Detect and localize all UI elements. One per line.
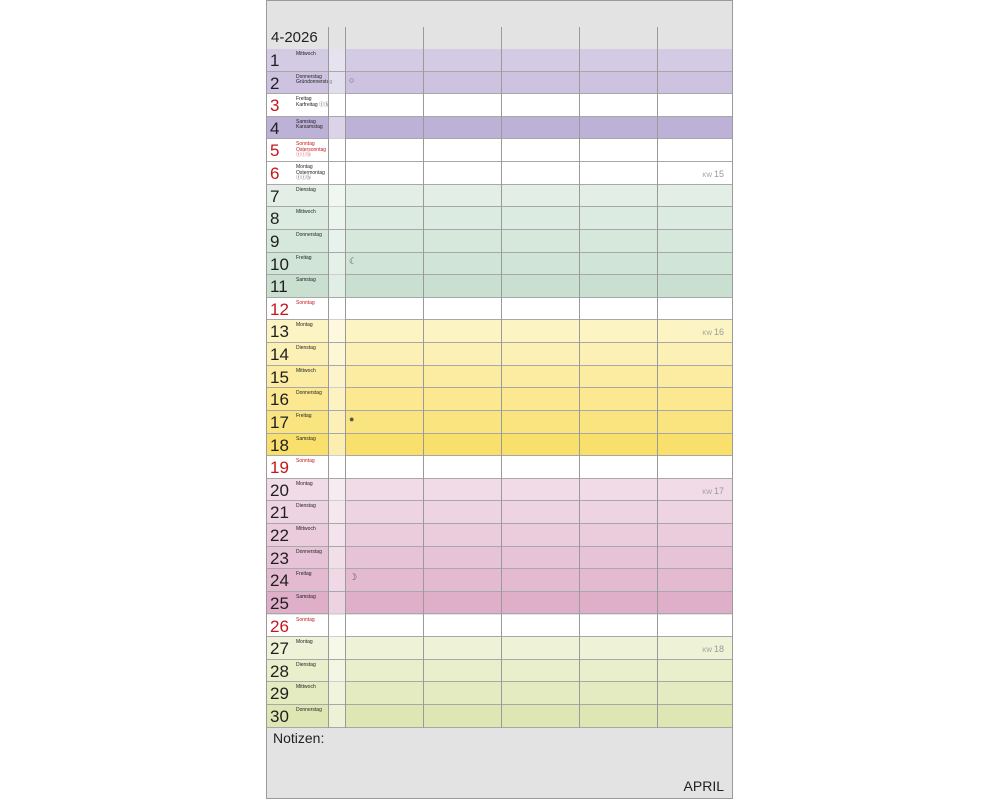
day-name-line: Montag xyxy=(296,639,313,646)
day-name xyxy=(296,663,316,669)
marker-cell xyxy=(328,524,345,546)
marker-cell xyxy=(328,411,345,433)
day-name-line: Mittwoch xyxy=(296,209,316,216)
day-cell xyxy=(267,434,328,456)
day-name xyxy=(296,369,316,375)
week-number xyxy=(702,169,724,179)
day-row[interactable] xyxy=(267,388,732,411)
day-row[interactable] xyxy=(267,343,732,366)
day-number: 29 xyxy=(270,684,289,704)
day-name xyxy=(296,527,316,533)
marker-cell xyxy=(328,320,345,342)
week-number xyxy=(702,486,724,496)
day-name xyxy=(296,323,313,329)
day-cell xyxy=(267,320,328,342)
day-row[interactable] xyxy=(267,705,732,728)
day-row[interactable] xyxy=(267,139,732,162)
header-row xyxy=(267,27,732,50)
calendar-planner xyxy=(266,0,733,799)
marker-cell xyxy=(328,434,345,456)
header-column-divider xyxy=(328,27,329,49)
day-name-line: Gründonnerstag xyxy=(296,79,333,86)
day-name xyxy=(296,165,325,182)
day-name-line: Donnerstag xyxy=(296,73,322,80)
day-number: 8 xyxy=(270,209,280,229)
day-name-line: ⓕⓘⓗ xyxy=(296,175,312,182)
day-name xyxy=(296,301,315,307)
marker-cell xyxy=(328,49,345,71)
marker-cell xyxy=(328,501,345,523)
day-name-line: Montag xyxy=(296,164,313,171)
day-number: 12 xyxy=(270,299,289,319)
day-name xyxy=(296,233,322,239)
day-name xyxy=(296,142,326,159)
day-name xyxy=(296,504,316,510)
day-cell xyxy=(267,117,328,139)
day-name-line: Karfreitag ⓕⓗ xyxy=(296,101,330,108)
day-name-line: Dienstag xyxy=(296,503,316,510)
marker-cell xyxy=(328,117,345,139)
day-name xyxy=(296,120,323,131)
day-name xyxy=(296,278,316,284)
day-cell xyxy=(267,411,328,433)
day-row[interactable] xyxy=(267,72,732,95)
day-name-line: Freitag xyxy=(296,412,312,419)
day-cell xyxy=(267,343,328,365)
day-name xyxy=(296,708,322,714)
day-number: 13 xyxy=(270,322,289,342)
day-name-line: Freitag xyxy=(296,254,312,261)
week-value: 15 xyxy=(713,169,724,180)
day-number: 23 xyxy=(270,548,289,568)
header-column-divider xyxy=(423,27,424,49)
column-divider xyxy=(328,49,329,728)
day-number: 17 xyxy=(270,412,289,432)
column-divider xyxy=(423,49,424,728)
day-row[interactable] xyxy=(267,117,732,140)
week-prefix: KW xyxy=(702,173,712,180)
week-prefix: KW xyxy=(702,489,712,496)
day-row[interactable] xyxy=(267,434,732,457)
week-value: 18 xyxy=(713,644,724,655)
day-number: 20 xyxy=(270,480,289,500)
day-number: 10 xyxy=(270,254,289,274)
day-name-line: Samstag xyxy=(296,593,316,600)
day-name-line: Sonntag xyxy=(296,141,315,148)
marker-cell xyxy=(328,139,345,161)
day-name-line: Sonntag xyxy=(296,616,315,623)
day-name xyxy=(296,685,316,691)
day-cell xyxy=(267,388,328,410)
marker-cell xyxy=(328,479,345,501)
day-number: 25 xyxy=(270,593,289,613)
day-name-line: Karsamstag xyxy=(296,124,323,131)
day-row[interactable] xyxy=(267,569,732,592)
day-cell xyxy=(267,501,328,523)
day-number: 22 xyxy=(270,526,289,546)
day-name xyxy=(296,482,313,488)
day-cell xyxy=(267,456,328,478)
day-row[interactable] xyxy=(267,185,732,208)
day-name-line: Dienstag xyxy=(296,186,316,193)
day-name xyxy=(296,437,316,443)
day-name xyxy=(296,459,315,465)
day-number: 26 xyxy=(270,616,289,636)
notes-label: Notizen: xyxy=(273,730,325,746)
marker-cell xyxy=(328,162,345,184)
day-name xyxy=(296,52,316,58)
day-row[interactable] xyxy=(267,230,732,253)
day-number: 30 xyxy=(270,706,289,726)
day-number: 27 xyxy=(270,639,289,659)
day-number: 18 xyxy=(270,435,289,455)
day-row[interactable] xyxy=(267,682,732,705)
day-row[interactable] xyxy=(267,660,732,683)
day-row[interactable] xyxy=(267,162,732,185)
week-number xyxy=(702,644,724,654)
week-number xyxy=(702,327,724,337)
day-name-line: Donnerstag xyxy=(296,706,322,713)
day-cell xyxy=(267,207,328,229)
day-name xyxy=(296,346,316,352)
top-strip xyxy=(267,1,732,28)
day-name xyxy=(296,572,312,578)
day-cell xyxy=(267,275,328,297)
day-row[interactable] xyxy=(267,524,732,547)
marker-cell xyxy=(328,660,345,682)
marker-cell xyxy=(328,705,345,727)
marker-cell xyxy=(328,343,345,365)
day-number: 11 xyxy=(270,277,288,297)
day-name-line: Donnerstag xyxy=(296,231,322,238)
moon-phase-icon: ☽ xyxy=(349,572,358,583)
day-number: 24 xyxy=(270,571,289,591)
marker-cell xyxy=(328,388,345,410)
column-divider xyxy=(501,49,502,728)
day-row[interactable] xyxy=(267,49,732,72)
day-number: 14 xyxy=(270,345,289,365)
day-number: 3 xyxy=(270,96,280,116)
day-cell xyxy=(267,524,328,546)
moon-phase-icon: ○ xyxy=(349,74,355,85)
day-name-line: Dienstag xyxy=(296,345,316,352)
day-name-line: Mittwoch xyxy=(296,526,316,533)
day-row[interactable] xyxy=(267,275,732,298)
day-cell xyxy=(267,569,328,591)
day-number: 16 xyxy=(270,390,289,410)
day-name xyxy=(296,188,316,194)
day-number: 28 xyxy=(270,661,289,681)
day-name-line: Mittwoch xyxy=(296,367,316,374)
day-cell xyxy=(267,479,328,501)
day-name-line: Freitag xyxy=(296,571,312,578)
marker-cell xyxy=(328,275,345,297)
day-cell xyxy=(267,682,328,704)
marker-cell xyxy=(328,637,345,659)
day-name xyxy=(296,210,316,216)
day-row[interactable] xyxy=(267,366,732,389)
marker-cell xyxy=(328,207,345,229)
day-name-line: Samstag xyxy=(296,277,316,284)
day-cell xyxy=(267,139,328,161)
marker-cell xyxy=(328,366,345,388)
day-name xyxy=(296,640,313,646)
day-name-line: Montag xyxy=(296,322,313,329)
day-name-line: Ostermontag xyxy=(296,169,325,176)
day-number: 19 xyxy=(270,458,289,478)
day-name xyxy=(296,256,312,262)
day-row[interactable] xyxy=(267,592,732,615)
day-row[interactable] xyxy=(267,501,732,524)
day-number: 21 xyxy=(270,503,289,523)
day-cell xyxy=(267,637,328,659)
header-column-divider xyxy=(579,27,580,49)
column-divider xyxy=(345,49,346,728)
day-row[interactable] xyxy=(267,547,732,570)
day-number: 1 xyxy=(270,51,280,70)
day-cell xyxy=(267,547,328,569)
day-cell xyxy=(267,366,328,388)
day-name xyxy=(296,75,332,86)
header-column-divider xyxy=(501,27,502,49)
marker-cell xyxy=(328,547,345,569)
month-label: APRIL xyxy=(683,778,724,794)
marker-cell xyxy=(328,592,345,614)
day-cell xyxy=(267,615,328,637)
day-row[interactable] xyxy=(267,615,732,638)
marker-cell xyxy=(328,298,345,320)
day-name xyxy=(296,97,329,108)
day-cell xyxy=(267,72,333,94)
marker-cell xyxy=(328,615,345,637)
notes-area[interactable] xyxy=(267,728,732,798)
week-value: 17 xyxy=(713,485,724,496)
marker-cell xyxy=(328,230,345,252)
day-row[interactable] xyxy=(267,479,732,502)
day-name-line: Dienstag xyxy=(296,661,316,668)
moon-phase-icon: ● xyxy=(349,413,355,424)
day-row[interactable] xyxy=(267,253,732,276)
day-cell xyxy=(267,49,328,71)
day-cell xyxy=(267,230,328,252)
marker-cell xyxy=(328,72,345,94)
day-name-line: Sonntag xyxy=(296,458,315,465)
page-title: 4-2026 xyxy=(271,29,318,46)
day-number: 15 xyxy=(270,367,289,387)
marker-cell xyxy=(328,682,345,704)
week-prefix: KW xyxy=(702,331,712,338)
day-name-line: Montag xyxy=(296,480,313,487)
day-name-line: Mittwoch xyxy=(296,51,316,57)
header-column-divider xyxy=(345,27,346,49)
day-row[interactable] xyxy=(267,94,732,117)
moon-phase-icon: ☾ xyxy=(349,255,358,266)
day-row[interactable] xyxy=(267,207,732,230)
day-name-line: Donnerstag xyxy=(296,390,322,397)
column-divider xyxy=(579,49,580,728)
day-number: 9 xyxy=(270,231,280,251)
day-name-line: ⓕⓘⓗ xyxy=(296,152,312,159)
day-number: 4 xyxy=(270,118,280,138)
marker-cell xyxy=(328,185,345,207)
day-cell xyxy=(267,94,328,116)
day-name-line: Ostersonntag xyxy=(296,146,327,153)
day-name xyxy=(296,595,316,601)
day-row[interactable] xyxy=(267,637,732,660)
marker-cell xyxy=(328,569,345,591)
day-number: 6 xyxy=(270,164,280,184)
column-divider xyxy=(657,49,658,728)
week-value: 16 xyxy=(713,327,724,338)
marker-cell xyxy=(328,253,345,275)
day-cell xyxy=(267,705,328,727)
day-cell xyxy=(267,298,328,320)
day-number: 5 xyxy=(270,141,280,161)
day-cell xyxy=(267,592,328,614)
day-cell xyxy=(267,660,328,682)
day-row[interactable] xyxy=(267,320,732,343)
header-column-divider xyxy=(657,27,658,49)
day-name-line: Mittwoch xyxy=(296,684,316,691)
day-cell xyxy=(267,162,328,184)
day-cell xyxy=(267,185,328,207)
day-name-line: Donnerstag xyxy=(296,548,322,555)
marker-cell xyxy=(328,94,345,116)
marker-cell xyxy=(328,456,345,478)
day-name-line: Samstag xyxy=(296,435,316,442)
day-row[interactable] xyxy=(267,411,732,434)
day-name-line: Freitag xyxy=(296,96,312,103)
day-name xyxy=(296,618,315,624)
day-number: 2 xyxy=(270,73,280,93)
day-row[interactable] xyxy=(267,456,732,479)
day-cell xyxy=(267,253,328,275)
day-name-line: Samstag xyxy=(296,118,316,125)
day-name-line: Sonntag xyxy=(296,299,315,306)
day-number: 7 xyxy=(270,186,280,206)
day-name xyxy=(296,414,312,420)
week-prefix: KW xyxy=(702,648,712,655)
day-name xyxy=(296,391,322,397)
day-row[interactable] xyxy=(267,298,732,321)
day-name xyxy=(296,550,322,556)
